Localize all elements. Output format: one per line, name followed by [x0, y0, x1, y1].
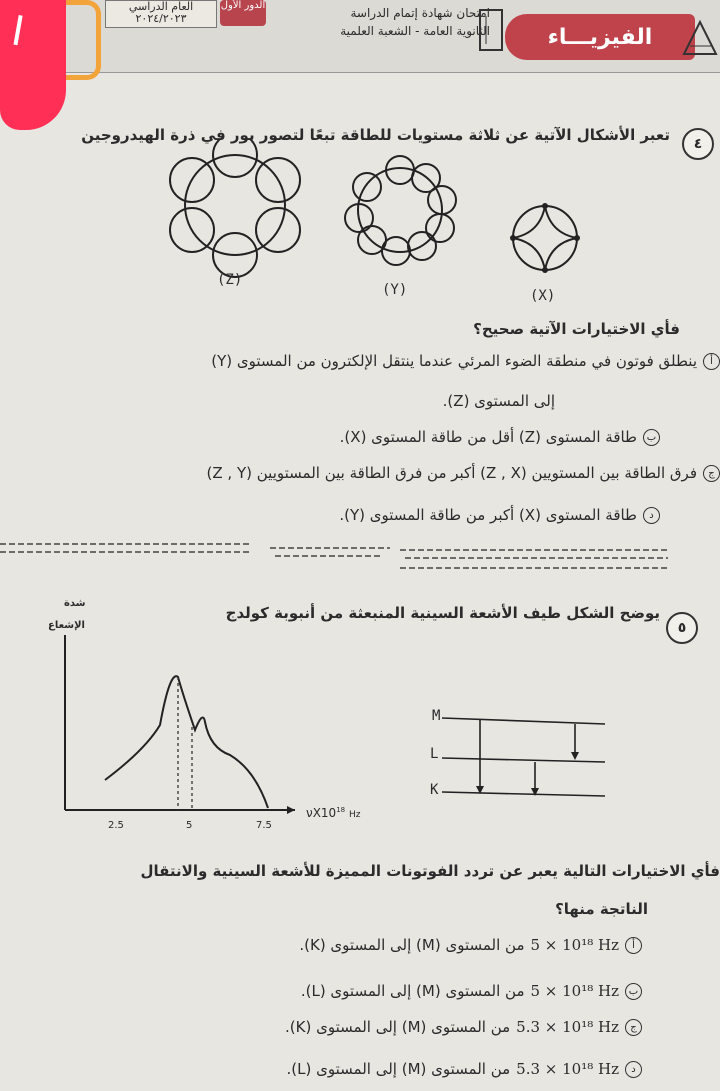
energy-levels-diagram [420, 700, 620, 810]
option-text: طاقة المستوى (Z) أقل من طاقة المستوى (X). [339, 428, 637, 446]
book-icon [476, 4, 506, 56]
spectrum-curve [105, 676, 268, 808]
option-marker: د [625, 1061, 642, 1078]
q5-option-b[interactable] [301, 982, 642, 1000]
q4-option-a-cont: إلى المستوى (Z). [442, 392, 555, 410]
option-marker: ج [703, 465, 720, 482]
section-divider [0, 538, 720, 580]
pyramid-logo-icon [682, 18, 718, 58]
exam-title-line2: الثانوية العامة - الشعبة العلمية [340, 24, 490, 38]
level-m-label: M [432, 708, 441, 724]
x-axis-arrow [287, 806, 295, 814]
year-box [105, 0, 217, 28]
question-4-text: تعبر الأشكال الآتية عن ثلاثة مستويات للطاقة تبعًا لتصور بور في ذرة الهيدروجين [81, 126, 670, 144]
year-value: ٢٠٢٤/٢٠٢٣ [135, 12, 187, 25]
question-4-number: ٤ [682, 128, 714, 160]
exam-title [290, 4, 490, 40]
q5-option-d[interactable] [287, 1060, 642, 1078]
q4-option-d[interactable] [339, 506, 660, 524]
option-value: 5 × 10¹⁸ Hz [530, 982, 619, 1000]
option-text: فرق الطاقة بين المستويين (Z , X) أكبر من فرق الطاقة بين المستويين (Z , Y) [206, 464, 697, 482]
question-5-prompt: فأي الاختيارات التالية يعبر عن تردد الفوتونات المميزة للأشعة السينية والانتقال [140, 862, 720, 880]
figure-label-y: (Y) [382, 282, 408, 298]
xray-spectrum-graph [55, 630, 375, 830]
q4-option-c[interactable] [207, 464, 720, 482]
option-marker: د [643, 507, 660, 524]
option-text: من المستوى (M) إلى المستوى (K). [299, 936, 525, 954]
option-marker: أ [703, 353, 720, 370]
option-marker: ب [625, 983, 642, 1000]
y-axis-label-line1: شدة [64, 598, 86, 609]
option-text: ينطلق فوتون في منطقة الضوء المرئي عندما ينتقل الإلكترون من المستوى (Y) [211, 352, 697, 370]
question-4-prompt: فأي الاختيارات الآتية صحيح؟ [473, 320, 680, 338]
q5-option-a[interactable] [299, 936, 642, 954]
level-l-label: L [430, 746, 439, 762]
q4-option-b[interactable] [340, 428, 660, 446]
x-axis-label: $\nu X10^{18}$ Hz [306, 806, 361, 820]
tick-7-5: 7.5 [256, 820, 272, 831]
option-text: طاقة المستوى (X) أكبر من طاقة المستوى (Y). [339, 506, 637, 524]
session-badge: الدور الأول [220, 0, 266, 26]
orange-bracket [66, 0, 101, 80]
option-marker: ج [625, 1019, 642, 1036]
option-marker: ب [643, 429, 660, 446]
option-text: من المستوى (M) إلى المستوى (L). [300, 982, 525, 1000]
option-value: 5 × 10¹⁸ Hz [530, 936, 619, 954]
tick-5: 5 [186, 820, 193, 831]
figure-label-x: (X) [530, 288, 556, 304]
blot-mark [14, 15, 33, 47]
year-label: العام الدراسي [128, 0, 194, 13]
question-5-number: ٥ [666, 612, 698, 644]
option-value: 5.3 × 10¹⁸ Hz [516, 1018, 619, 1036]
figure-label-z: (Z) [217, 272, 243, 288]
q4-option-a[interactable] [211, 352, 720, 370]
q5-option-c[interactable] [285, 1018, 642, 1036]
level-k-label: K [430, 782, 439, 798]
question-5-text: يوضح الشكل طيف الأشعة السينية المنبعثة من أنبوبة كولدج [225, 604, 660, 622]
question-5-prompt-cont: الناتجة منها؟ [555, 900, 648, 918]
redaction-blot [0, 0, 66, 130]
option-marker: أ [625, 937, 642, 954]
tick-2-5: 2.5 [108, 820, 124, 831]
exam-title-line1: امتحان شهادة إتمام الدراسة [350, 6, 490, 20]
y-axis-label-line2: الإشعاع [48, 620, 85, 631]
option-text: من المستوى (M) إلى المستوى (K). [285, 1018, 511, 1036]
subject-title: الفيزيـــاء [505, 14, 695, 60]
option-text: من المستوى (M) إلى المستوى (L). [286, 1060, 511, 1078]
option-value: 5.3 × 10¹⁸ Hz [516, 1060, 619, 1078]
